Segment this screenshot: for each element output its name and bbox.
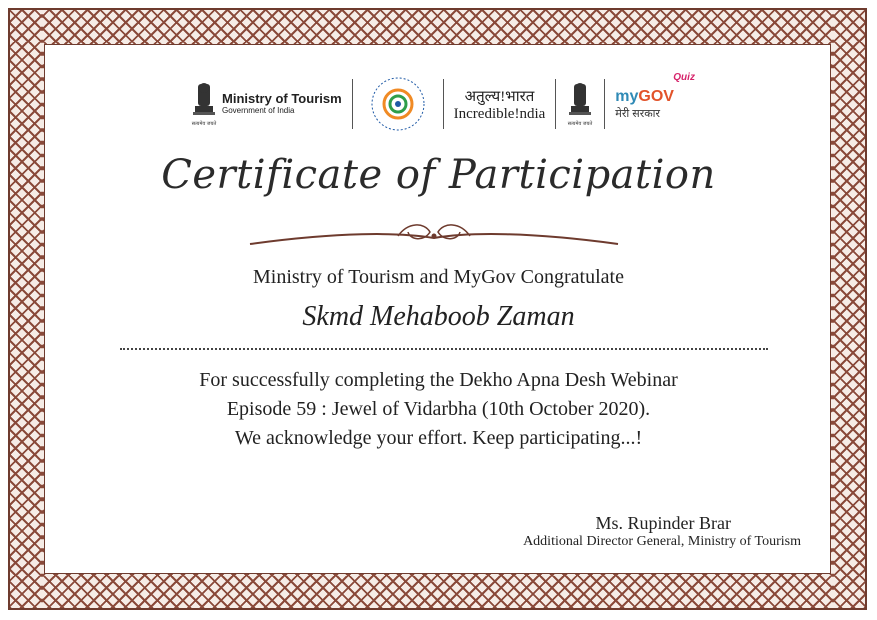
- body-line: We acknowledge your effort. Keep participating...!: [234, 427, 643, 449]
- national-emblem-icon: [566, 80, 594, 128]
- mygov-my: my: [615, 87, 639, 105]
- amrit-mahotsav-icon: [363, 76, 433, 132]
- logo-divider: [604, 79, 605, 129]
- azadi-ka-amrit-mahotsav-logo: [363, 76, 433, 132]
- body-line: For successfully completing the Dekho Apna Desh Webinar: [199, 369, 678, 391]
- emblem-caption: सत्यमेव जयते: [568, 121, 593, 127]
- ministry-title: Ministry of Tourism: [222, 91, 342, 106]
- congratulate-line: Ministry of Tourism and MyGov Congratulate: [253, 266, 624, 288]
- national-emblem-icon: [190, 80, 218, 128]
- certificate-body: [0, 366, 877, 453]
- mygov-hindi: मेरी सरकार: [615, 107, 660, 120]
- incredible-india-logo: [454, 76, 546, 132]
- ministry-of-tourism-logo: [190, 76, 342, 132]
- logo-divider: [352, 79, 353, 129]
- logo-divider: [555, 79, 556, 129]
- national-emblem-logo: [566, 76, 594, 132]
- mygov-quiz: Quiz: [673, 72, 695, 83]
- name-underline: [120, 348, 768, 350]
- logo-bar: [190, 72, 695, 132]
- incredible-india-hindi: अतुल्य!भारत: [464, 88, 535, 105]
- signature-block: [523, 513, 801, 550]
- emblem-caption: सत्यमेव जयते: [191, 121, 217, 127]
- mygov-quiz-logo: [615, 72, 695, 132]
- signatory-name: Ms. Rupinder Brar: [595, 513, 731, 533]
- ministry-subtitle: Government of India: [222, 106, 295, 115]
- recipient-name: Skmd Mehaboob Zaman: [302, 301, 575, 332]
- incredible-india-english: Incredible!ndia: [453, 105, 546, 122]
- mygov-gov: GOV: [638, 87, 674, 105]
- body-line: Episode 59 : Jewel of Vidarbha (10th October 2020).: [226, 398, 651, 420]
- signatory-designation: Additional Director General, Ministry of Tourism: [523, 534, 801, 549]
- ministry-text: [222, 92, 342, 116]
- logo-divider: [443, 79, 444, 129]
- flourish-ornament: [248, 218, 620, 250]
- certificate-title: Certificate of Participation: [161, 152, 716, 198]
